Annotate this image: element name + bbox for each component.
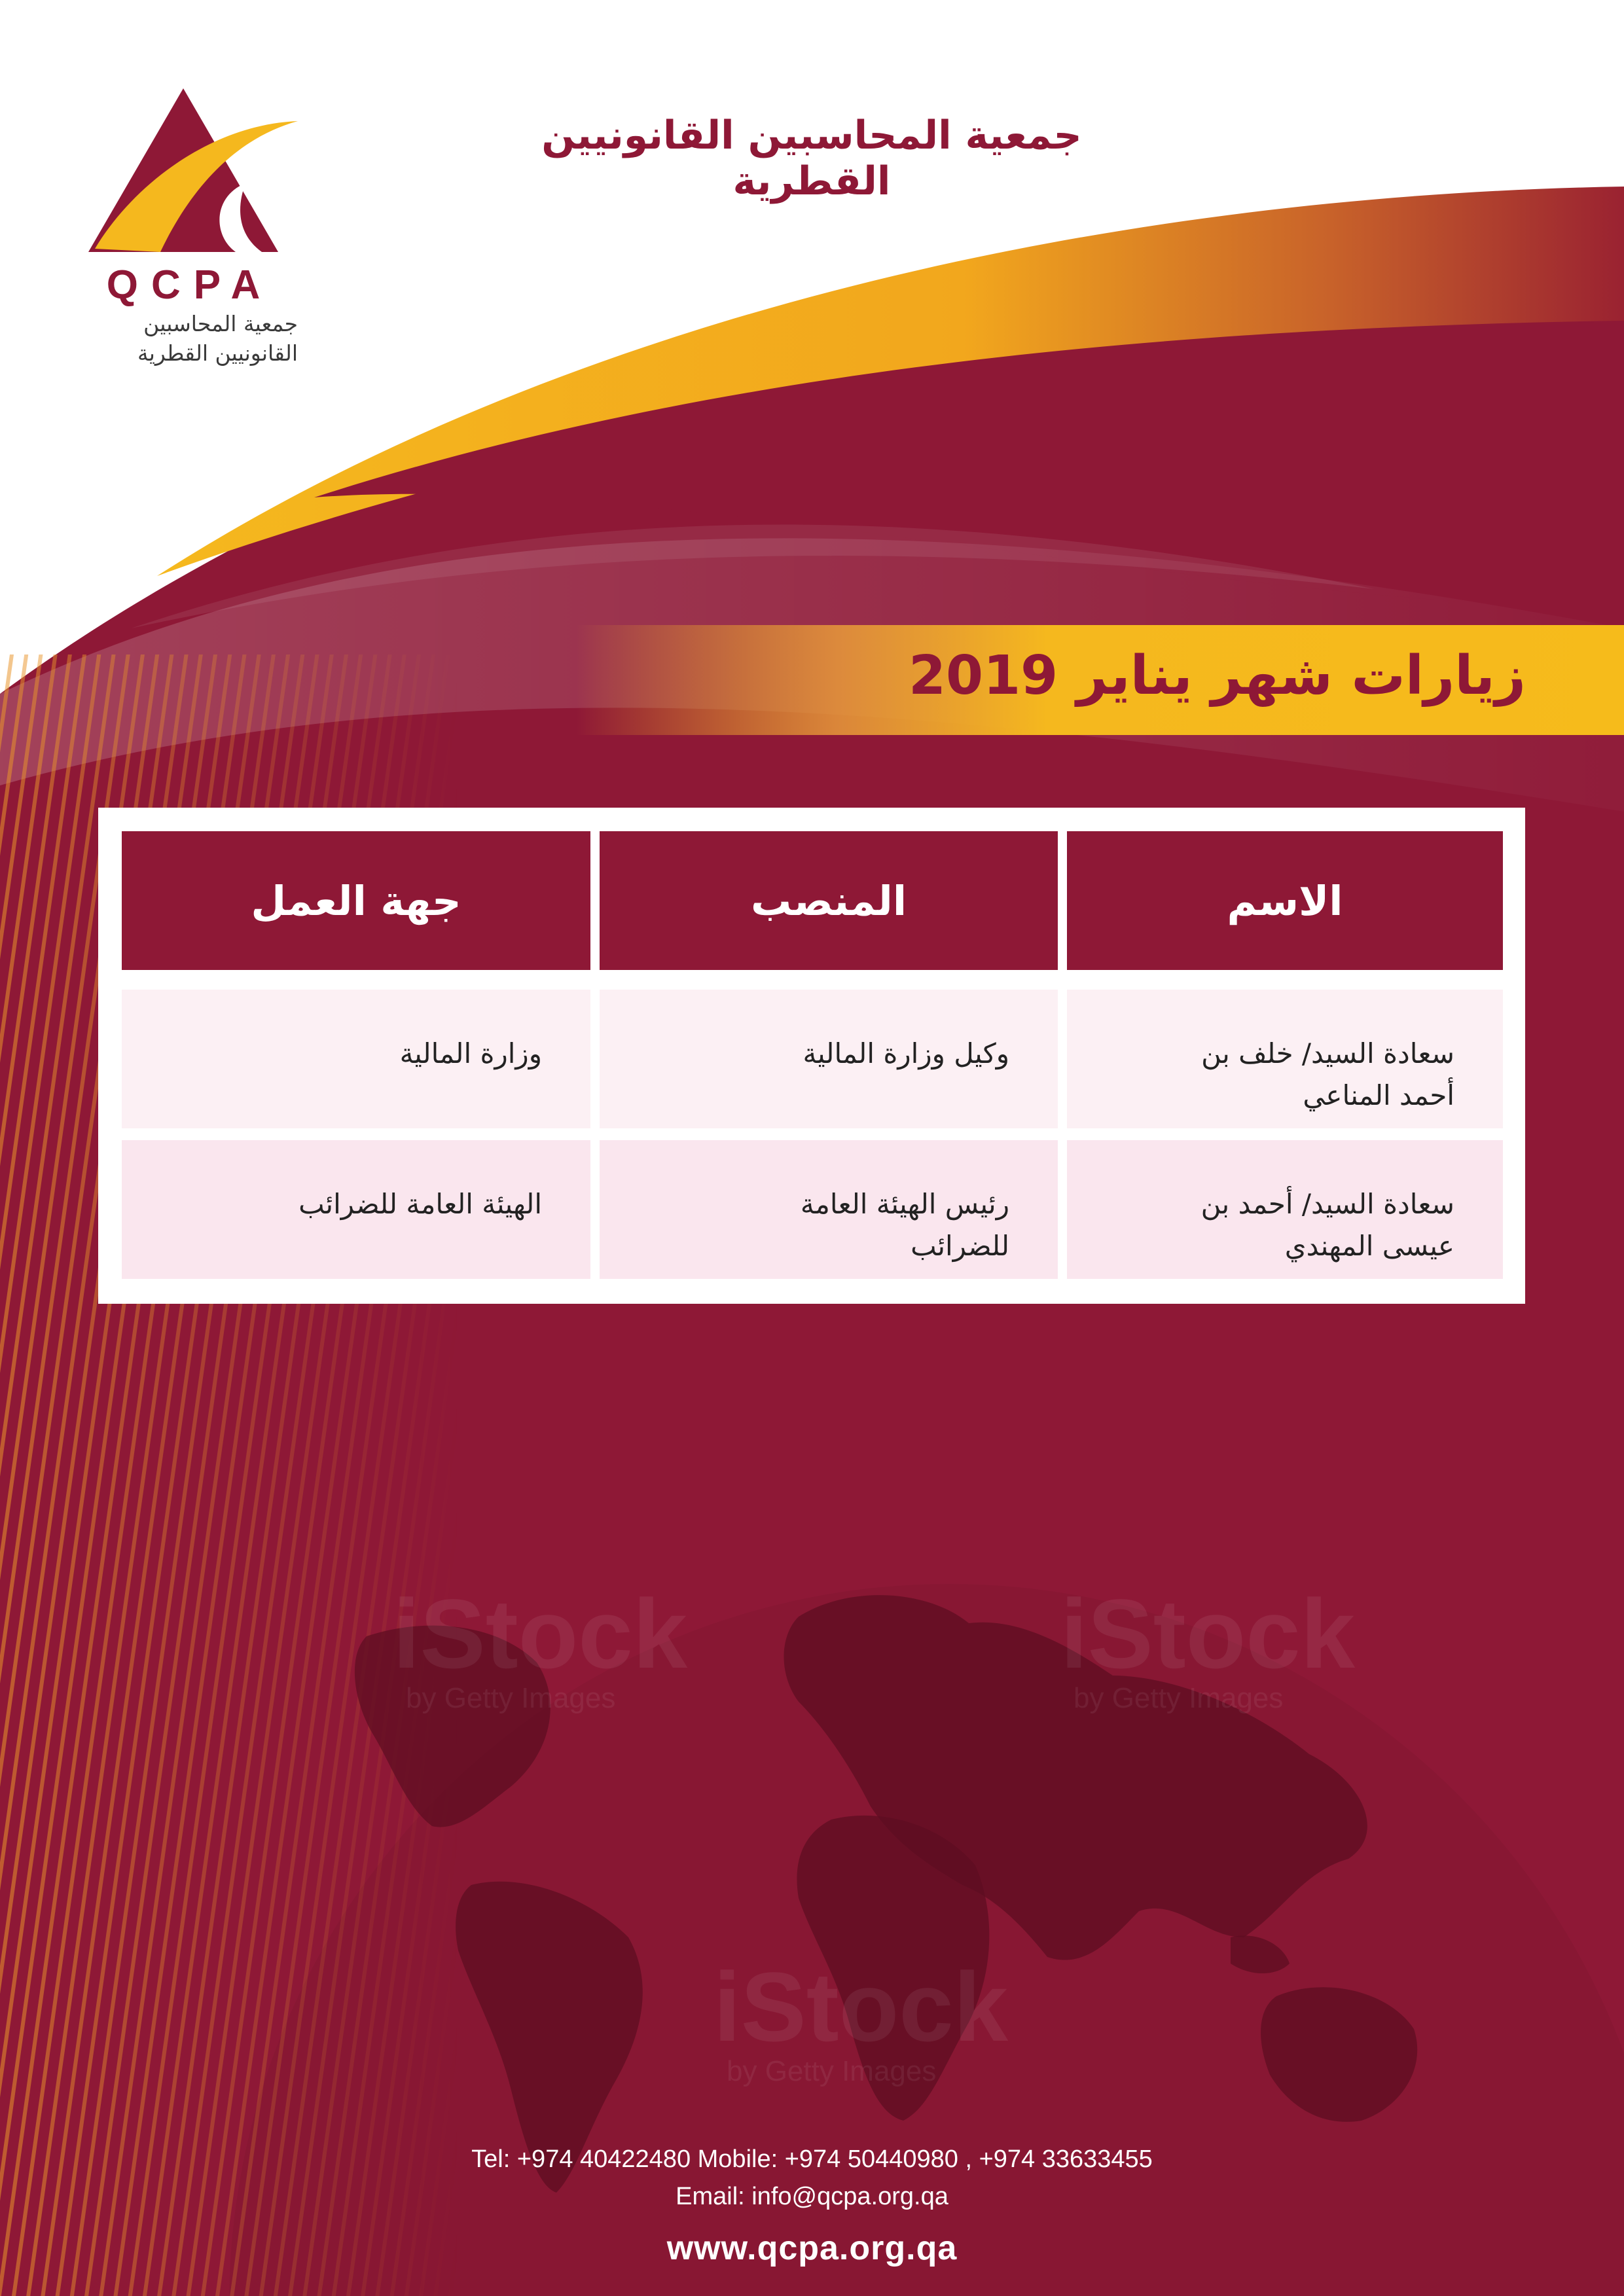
watermark-3: iStock [713,1952,1009,2062]
footer-email[interactable]: Email: info@qcpa.org.qa [676,2183,948,2210]
watermark-2-tagline: by Getty Images [1074,1682,1284,1714]
footer-website-link[interactable]: www.qcpa.org.qa [666,2229,958,2267]
header-name: الاسم [1067,831,1503,970]
organization-title: جمعية المحاسبين القانونيين القطرية [541,113,1082,204]
logo-arabic-line2: القانونيين القطرية [137,340,298,366]
watermark-2: iStock [1060,1579,1356,1689]
watermark-3-tagline: by Getty Images [727,2055,937,2087]
header-position: المنصب [600,831,1058,970]
visits-table [98,808,1525,1304]
row1-position: وكيل وزارة المالية [600,990,1058,1128]
logo-triangle-icon [82,85,298,255]
row1-employer: وزارة المالية [122,990,590,1128]
row1-name: سعادة السيد/ خلف بن أحمد المناعي [1067,990,1503,1128]
row2-name: سعادة السيد/ أحمد بن عيسى المهندي [1067,1140,1503,1279]
logo-letters: QCPA [106,262,274,308]
qcpa-logo [82,85,298,373]
row2-employer: الهيئة العامة للضرائب [122,1140,590,1279]
page-title: زيارات شهر يناير 2019 [908,645,1526,707]
watermark-1: iStock [393,1579,688,1689]
row2-position: رئيس الهيئة العامة للضرائب [600,1140,1058,1279]
watermark-1-tagline: by Getty Images [406,1682,616,1714]
logo-arabic-line1: جمعية المحاسبين [143,311,298,336]
header-employer: جهة العمل [122,831,590,970]
footer-contact: Tel: +974 40422480 Mobile: +974 50440980 , +974 33633455 [471,2145,1153,2173]
